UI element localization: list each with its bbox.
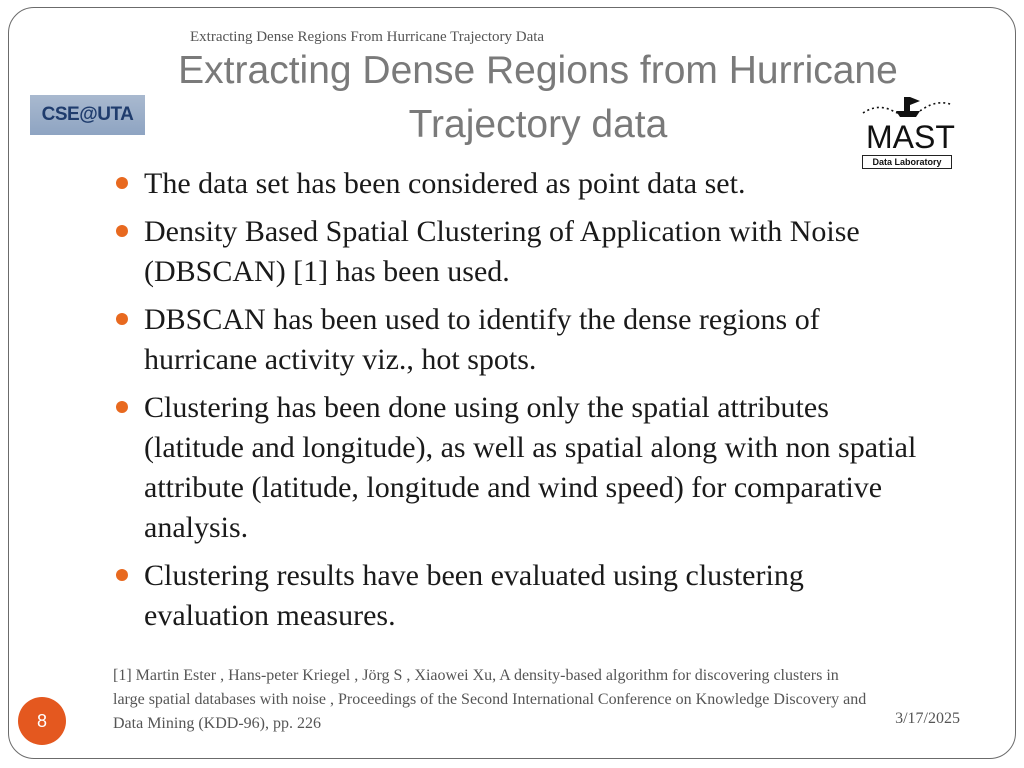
- bullet-text: The data set has been considered as point data set.: [144, 167, 746, 200]
- bullet-item: [110, 164, 930, 204]
- bullet-list: [110, 164, 930, 644]
- cse-uta-logo: [30, 95, 145, 135]
- bullet-dot-icon: [116, 569, 128, 581]
- bullet-dot-icon: [116, 401, 128, 413]
- bullet-dot-icon: [116, 313, 128, 325]
- slide-date: 3/17/2025: [895, 710, 960, 727]
- page-number-badge: 8: [18, 697, 66, 745]
- bullet-item: [110, 556, 930, 636]
- slide-title: [120, 44, 956, 152]
- mast-logo-text: MAST: [866, 119, 955, 155]
- bullet-text: Clustering results have been evaluated using clustering evaluation measures.: [144, 559, 804, 632]
- bullet-item: [110, 212, 930, 292]
- running-header: Extracting Dense Regions From Hurricane Trajectory Data: [190, 29, 545, 45]
- bullet-text: Clustering has been done using only the spatial attributes (latitude and longitude), as well as spatial along with non spatial attribute (latitude, longitude and wind speed) for comparative analysis.: [144, 391, 917, 544]
- mast-logo-subtitle: Data Laboratory: [862, 155, 952, 169]
- bullet-dot-icon: [116, 177, 128, 189]
- bullet-text: DBSCAN has been used to identify the dense regions of hurricane activity viz., hot spots.: [144, 303, 820, 376]
- bullet-text: Density Based Spatial Clustering of Application with Noise (DBSCAN) [1] has been used.: [144, 215, 860, 288]
- cse-uta-logo-text: CSE@UTA: [41, 104, 134, 125]
- slide-title-line2: Trajectory data: [408, 103, 668, 146]
- bullet-item: [110, 388, 930, 548]
- reference-citation: [1] Martin Ester , Hans-peter Kriegel , Jörg S , Xiaowei Xu, A density-based algorithm for discovering clusters in large spatial databases with noise , Proceedings of the Second International Conference on Knowledge Discovery and Data Mining (KDD-96), pp. 226: [113, 667, 867, 732]
- slide-title-line1: Extracting Dense Regions from Hurricane: [178, 49, 898, 92]
- bullet-item: [110, 300, 930, 380]
- bullet-dot-icon: [116, 225, 128, 237]
